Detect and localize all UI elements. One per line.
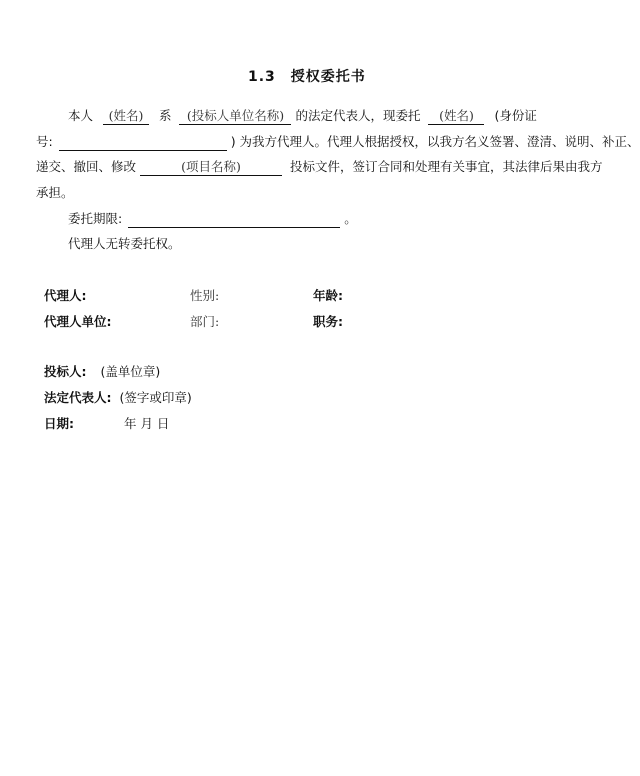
agent-unit-label: 代理人单位: [44, 314, 112, 329]
blank-agent-name: (姓名) [428, 108, 484, 125]
text-agent-authority: ) 为我方代理人。代理人根据授权，以我方名义签署、澄清、说明、补正、 [230, 134, 640, 149]
term-end: 。 [344, 211, 357, 226]
blank-bidder-org: (投标人单位名称) [179, 108, 291, 125]
agent-gender-label: 性别: [190, 288, 220, 303]
agent-post-label: 职务: [313, 314, 343, 329]
no-subdelegation: 代理人无转委托权。 [68, 236, 181, 251]
page-title: 1.3 授权委托书 [248, 69, 366, 85]
date-label: 日期: [44, 416, 74, 431]
agent-age-label: 年龄: [313, 288, 343, 303]
text-submit-withdraw: 递交、撤回、修改 [36, 159, 137, 174]
blank-project-name: (项目名称) [140, 159, 282, 176]
text-bid-documents: 投标文件，签订合同和处理有关事宜，其法律后果由我方 [289, 159, 603, 174]
text-xi: 系 [158, 108, 172, 123]
date-line [44, 416, 169, 432]
term-line [68, 211, 357, 228]
agent-name-label: 代理人: [44, 288, 87, 303]
para-line-4: 承担。 [36, 185, 74, 200]
para-line-1 [68, 108, 537, 125]
bidder-seal-note: (盖单位章) [100, 364, 161, 379]
legal-rep-sign-note: (签字或印章) [119, 390, 192, 405]
blank-principal-name: (姓名) [103, 108, 149, 125]
date-value: 年 月 日 [123, 416, 170, 431]
legal-rep-label: 法定代表人: [44, 390, 112, 405]
term-label: 委托期限: [68, 211, 123, 226]
bidder-label: 投标人: [44, 364, 87, 379]
legal-rep-line [44, 390, 192, 406]
blank-term [128, 211, 340, 228]
text-ben-ren: 本人 [68, 108, 94, 123]
text-id-card: (身份证 [494, 108, 537, 123]
text-hao: 号: [36, 134, 53, 149]
blank-id-number [59, 134, 227, 151]
bidder-line [44, 364, 160, 380]
para-line-2 [36, 134, 640, 151]
text-legal-rep-delegate: 的法定代表人，现委托 [295, 108, 421, 123]
para-line-3 [36, 159, 603, 176]
agent-dept-label: 部门: [190, 314, 220, 329]
